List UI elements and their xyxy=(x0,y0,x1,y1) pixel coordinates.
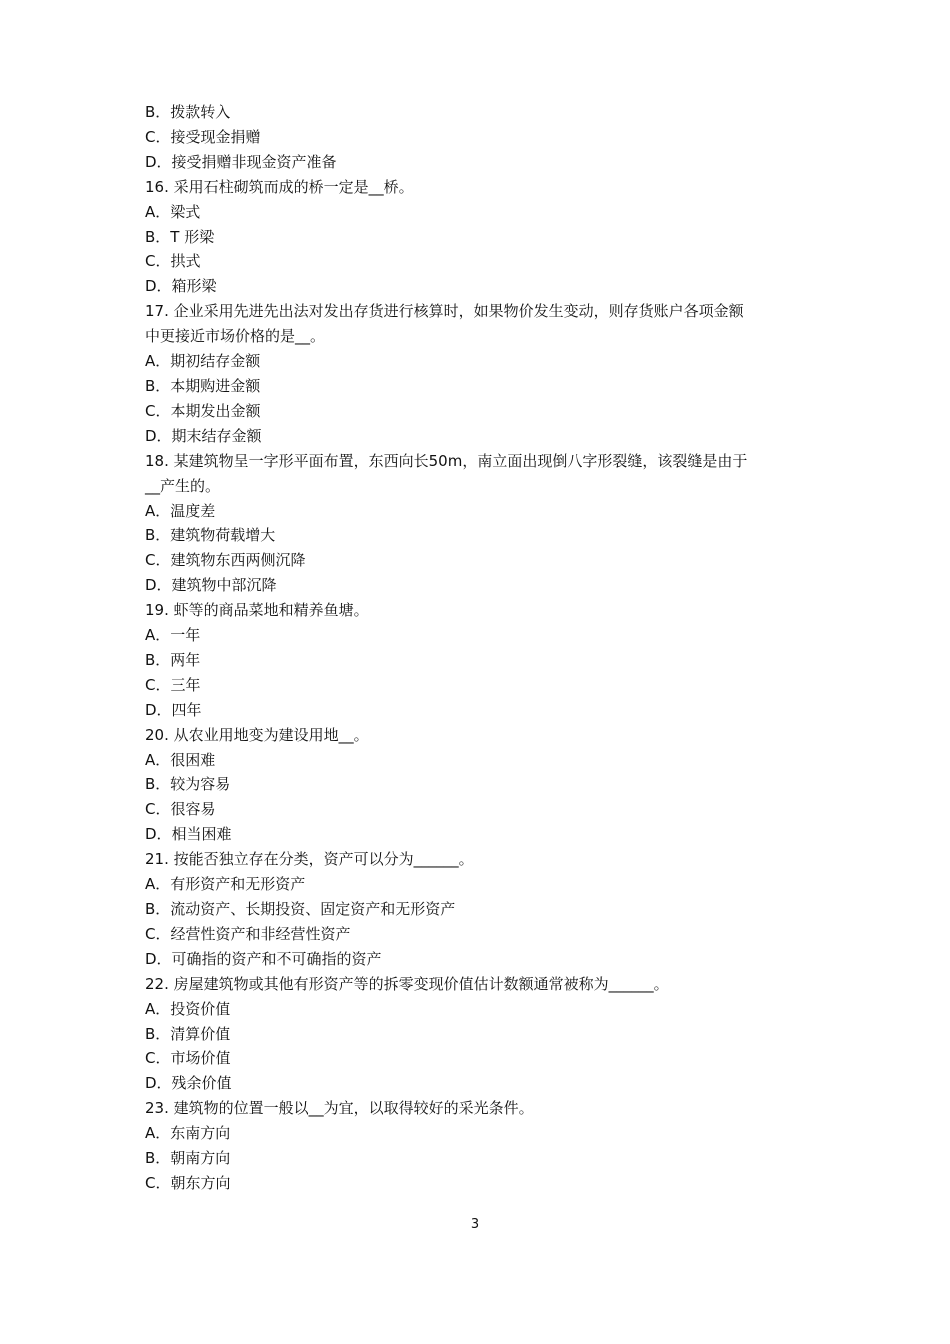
text-line: 16. 采用石柱砌筑而成的桥一定是__桥。 xyxy=(145,177,414,196)
text-line: 19. 虾等的商品菜地和精养鱼塘。 xyxy=(145,601,369,620)
text-line: 中更接近市场价格的是__。 xyxy=(145,327,326,346)
text-line: 20. 从农业用地变为建设用地__。 xyxy=(145,725,369,744)
text-line: B．建筑物荷载增大 xyxy=(145,526,276,545)
text-line: A．梁式 xyxy=(145,202,201,221)
question-list xyxy=(145,100,825,1196)
text-line: D．可确指的资产和不可确指的资产 xyxy=(145,949,382,968)
text-line: __产生的。 xyxy=(145,476,221,495)
text-line: A．东南方向 xyxy=(145,1124,231,1143)
text-line: A．有形资产和无形资产 xyxy=(145,875,306,894)
text-line: D．建筑物中部沉降 xyxy=(145,576,277,595)
text-line: B．T 形梁 xyxy=(145,227,215,246)
text-line: B．较为容易 xyxy=(145,775,231,794)
text-line: D．期末结存金额 xyxy=(145,426,262,445)
text-line: C．很容易 xyxy=(145,800,216,819)
text-line: 18. 某建筑物呈一字形平面布置，东西向长50m，南立面出现倒八字形裂缝，该裂缝是由于 xyxy=(145,451,748,470)
text-line: B．朝南方向 xyxy=(145,1149,231,1168)
text-line: D．相当困难 xyxy=(145,825,232,844)
text-line: C．拱式 xyxy=(145,252,201,271)
text-line: B．拨款转入 xyxy=(145,103,231,121)
text-line: A．温度差 xyxy=(145,501,216,520)
text-line: D．箱形梁 xyxy=(145,277,217,296)
text-line: C．市场价值 xyxy=(145,1049,231,1068)
text-line: C．本期发出金额 xyxy=(145,401,261,420)
text-line: 21. 按能否独立存在分类，资产可以分为______。 xyxy=(145,850,474,869)
text-line: A．期初结存金额 xyxy=(145,352,261,371)
text-line: C．建筑物东西两侧沉降 xyxy=(145,551,306,570)
text-line: A．一年 xyxy=(145,626,201,645)
text-line: D．接受捐赠非现金资产准备 xyxy=(145,152,337,171)
text-line: 22. 房屋建筑物或其他有形资产等的拆零变现价值估计数额通常被称为______。 xyxy=(145,974,669,993)
text-line: D．残余价值 xyxy=(145,1074,232,1093)
text-line: C．接受现金捐赠 xyxy=(145,127,261,146)
text-line: B．流动资产、长期投资、固定资产和无形资产 xyxy=(145,900,456,918)
text-line: D．四年 xyxy=(145,700,202,719)
text-line: A．投资价值 xyxy=(145,999,231,1018)
text-line: 23. 建筑物的位置一般以__为宜，以取得较好的采光条件。 xyxy=(145,1099,534,1118)
text-line: C．三年 xyxy=(145,675,201,694)
text-line: 17. 企业采用先进先出法对发出存货进行核算时，如果物价发生变动，则存货账户各项金额 xyxy=(145,302,744,321)
text-line: B．两年 xyxy=(145,650,201,669)
text-line: A．很困难 xyxy=(145,750,216,769)
text-line: B．清算价值 xyxy=(145,1024,231,1043)
text-line: C．朝东方向 xyxy=(145,1173,231,1192)
page-number: 3 xyxy=(470,1217,480,1232)
text-line: C．经营性资产和非经营性资产 xyxy=(145,924,351,943)
text-line: B．本期购进金额 xyxy=(145,376,261,395)
